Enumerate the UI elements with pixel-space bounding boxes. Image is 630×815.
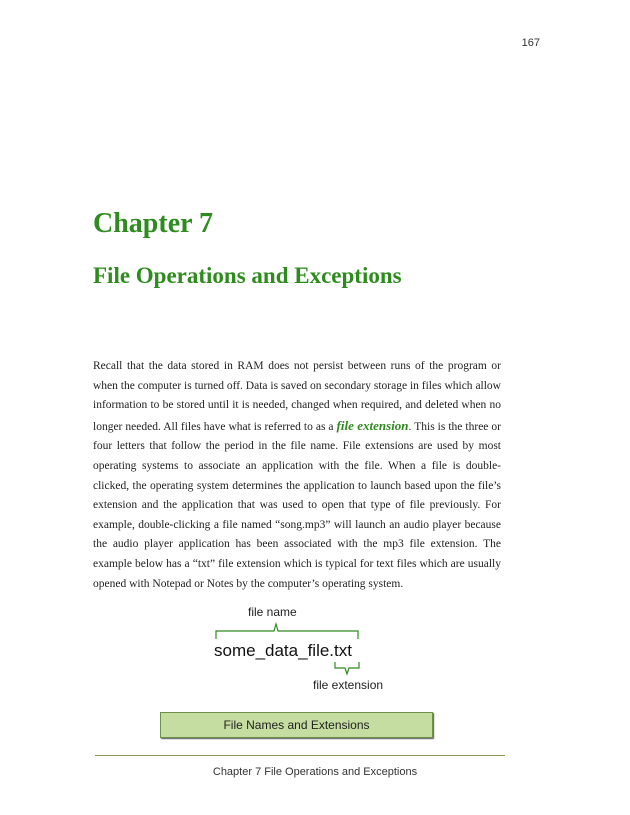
body-text-before-term: Recall that the data stored in RAM does not persist between runs of the program or when the computer is turned off. Data is saved on secondary storage in files which allow information to be stored until it is needed, changed when required, and deleted when no longer needed. All files have what is referred to as a [93,360,501,433]
chapter-label: Chapter 7 [93,208,214,239]
body-text-after-term: . This is the three or four letters that follow the period in the file name. File extensions are used by most operating systems to associate an application with the file. When a file is double-clicked, the operating system determines the application to launch based upon the file’s extension and the application that was used to open that type of file previously. For example, double-clicking a file named “song.mp3” will launch an audio player because the audio player application has been associated with the mp3 file extension. The example below has a “txt” file extension which is typical for text files which are usually opened with Notepad or Notes by the computer’s operating system. [93,420,501,590]
footer-text: Chapter 7 File Operations and Exceptions [212,766,418,778]
file-name-label: file name [248,605,297,619]
file-name-string: some_data_file.txt [214,641,352,660]
file-extension-label: file extension [313,678,384,692]
file-name-bracket [216,624,358,639]
page-number: 167 [521,37,540,49]
chapter-title: File Operations and Exceptions [93,263,402,288]
file-extension-bracket [335,662,359,674]
body-paragraph [93,357,501,594]
figure-caption: File Names and Extensions [160,712,433,738]
footer-rule [95,755,505,756]
file-extension-term: file extension [336,417,409,433]
